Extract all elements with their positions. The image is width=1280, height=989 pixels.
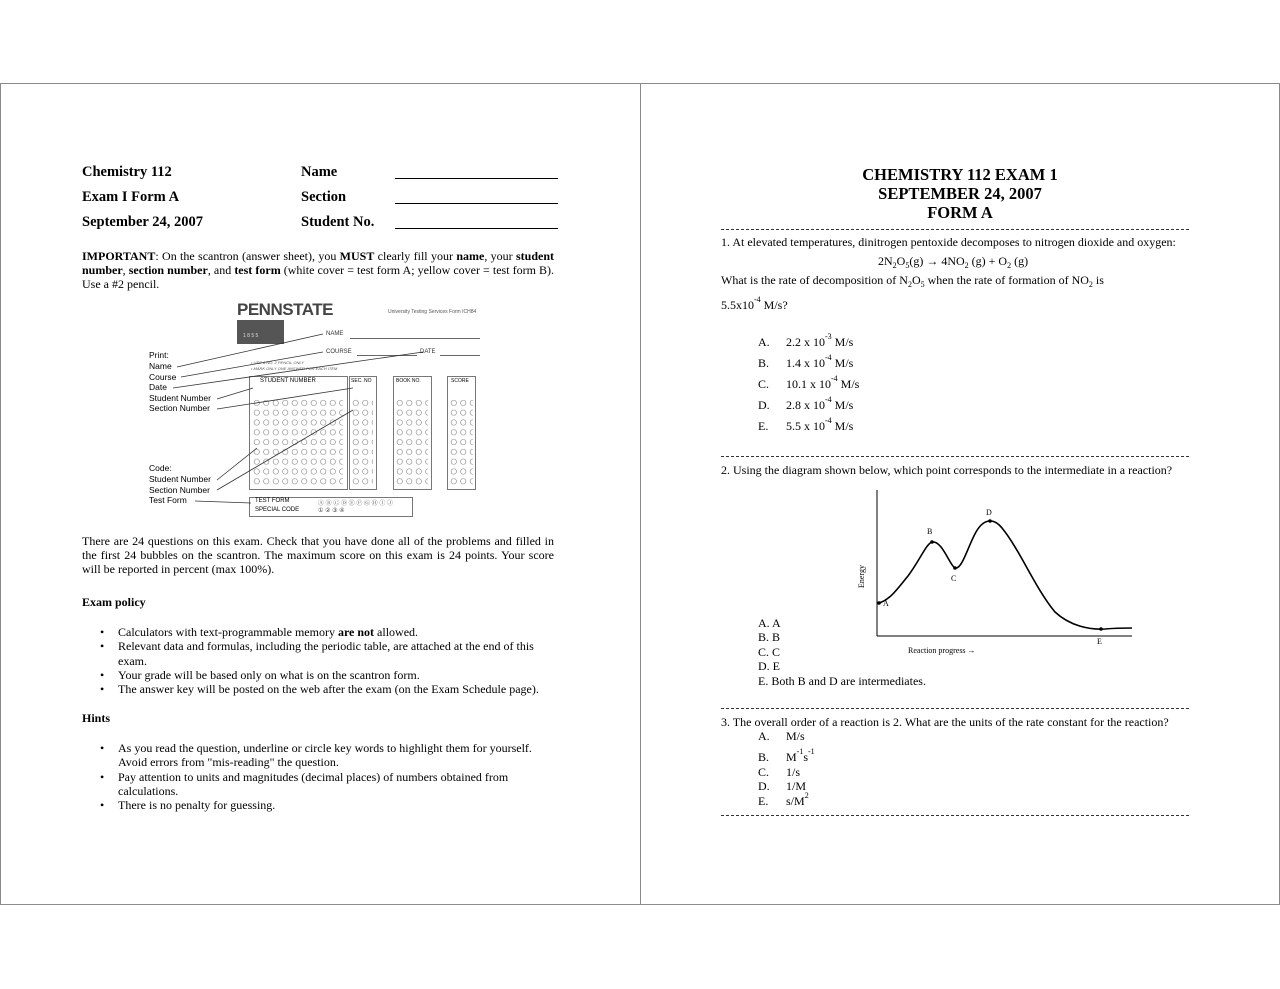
separator	[721, 708, 1189, 709]
form-id: University Testing Services Form ICH84	[388, 309, 477, 315]
policy-item: • Calculators with text-programmable memory are not allowed.	[82, 625, 552, 639]
student-no-field-line	[395, 228, 558, 229]
policy-item: • The answer key will be posted on the web after the exam (on the Exam Schedule page).	[82, 682, 552, 696]
q2-stem: 2. Using the diagram shown below, which point corresponds to the intermediate in a reaction?	[721, 463, 1173, 477]
q2-option[interactable]: E. Both B and D are intermediates.	[758, 674, 926, 688]
separator	[721, 456, 1189, 457]
university-seal: 1 8 5 5	[237, 320, 284, 344]
course-title: Chemistry 112	[82, 164, 172, 180]
scantron-illustration	[145, 300, 490, 520]
intro-paragraph: There are 24 questions on this exam. Check that you have done all of the problems and filled in the first 24 bubbles on the scantron. The maximum score on this exam is 24 points. Your score will be reported in percent (max 100%).	[82, 534, 554, 576]
name-field-label: NAME	[326, 331, 344, 337]
separator	[721, 229, 1189, 230]
q3-stem: 3. The overall order of a reaction is 2. What are the units of the rate constant for the reaction?	[721, 715, 1169, 729]
code-items: Student Number Section Number Test Form	[149, 474, 211, 506]
q1-option[interactable]: D. 2.8 x $10^{-4}$ M/s	[758, 395, 854, 412]
test-form-special-box: TEST FORM Ⓐ Ⓑ Ⓒ Ⓓ Ⓔ Ⓕ Ⓖ Ⓗ Ⓘ Ⓙ SPECIAL CODE ① ② ③ ④	[249, 497, 413, 517]
q3-option[interactable]: C. 1/s	[758, 765, 801, 779]
separator	[721, 815, 1189, 816]
policy-heading: Exam policy	[82, 595, 146, 609]
pencil-note: • USE A NO. 2 PENCIL ONLY	[251, 360, 304, 365]
score-box: SCORE	[447, 376, 476, 490]
name-field-line	[395, 178, 558, 179]
q3-option[interactable]: A. M/s	[758, 729, 805, 743]
q1-option[interactable]: B. 1.4 x $10^{-4}$ M/s	[758, 353, 854, 370]
exam-date: September 24, 2007	[82, 214, 203, 230]
pennstate-logo: PENNSTATE	[237, 300, 333, 319]
book-no-box: BOOK NO.	[393, 376, 432, 490]
q1-option[interactable]: A. 2.2 x $10^{-3}$ M/s	[758, 332, 854, 349]
q3-option[interactable]: B. $M^{-1}s^{-1}$	[758, 747, 815, 764]
q1-option[interactable]: E. 5.5 x $10^{-4}$ M/s	[758, 416, 854, 433]
policy-list	[82, 625, 552, 696]
y-axis-label: Energy	[857, 565, 866, 588]
exam-title: Exam I Form A	[82, 189, 180, 205]
code-label: Code:	[149, 463, 172, 473]
date-field-label: DATE	[420, 349, 436, 355]
policy-item: • Relevant data and formulas, including the periodic table, are attached at the end of this exam.	[82, 639, 552, 668]
energy-curve	[879, 521, 1132, 629]
exam-heading-line1: CHEMISTRY 112 EXAM 1	[862, 165, 1058, 184]
x-axis-label: Reaction progress →	[908, 646, 976, 655]
q3-option[interactable]: E. $s/M^2$	[758, 791, 809, 808]
policy-item: • Your grade will be based only on what is on the scantron form.	[82, 668, 552, 682]
q2-option[interactable]: C. C	[758, 645, 781, 659]
exam-heading-line2: SEPTEMBER 24, 2007	[878, 184, 1042, 203]
hint-item: • As you read the question, underline or circle key words to highlight them for yourself. Avoid errors from "mis-reading" the question.	[82, 741, 552, 770]
sec-no-box: SEC. NO	[349, 376, 377, 490]
point-a-dot	[877, 601, 881, 605]
name-label: Name	[301, 164, 338, 180]
q2-option[interactable]: D. E	[758, 659, 780, 673]
q2-option[interactable]: B. B	[758, 630, 781, 644]
q1-equation: $2N_2O_5(g) \to 4NO_2$ $(g) + O_2$ (g)	[878, 254, 1029, 270]
point-d-label: D	[986, 508, 992, 517]
energy-diagram	[850, 488, 1140, 658]
course-field-label: COURSE	[326, 349, 352, 355]
point-b-label: B	[927, 527, 933, 536]
q3-option[interactable]: D. 1/M	[758, 779, 807, 793]
hints-heading: Hints	[82, 711, 111, 725]
q2-option[interactable]: A. A	[758, 616, 781, 630]
point-e-dot	[1099, 627, 1103, 631]
mark-note: • MARK ONLY ONE ANSWER FOR EACH ITEM	[251, 366, 338, 371]
scantron-arrows	[145, 300, 490, 520]
point-d-dot	[988, 519, 992, 523]
print-items: Name Course Date Student Number Section Number	[149, 361, 211, 414]
exam-heading-line3: FORM A	[927, 203, 993, 222]
q1-question: What is the rate of decomposition of $N_2O_5$ when the rate of formation of $NO_2$ is	[721, 273, 1104, 289]
hint-item: • Pay attention to units and magnitudes (decimal places) of numbers obtained from calculations.	[82, 770, 552, 799]
important-note: IMPORTANT: On the scantron (answer sheet), you MUST clearly fill your name, your student number, section number, and test form (white cover = test form A; yellow cover = test form B). Use a #2 pencil.	[82, 249, 555, 291]
point-b-dot	[930, 540, 934, 544]
student-number-box: STUDENT NUMBER	[249, 376, 348, 490]
point-c-label: C	[951, 574, 957, 583]
q1-value: $5.5x10^{-4}$ M/s?	[721, 295, 788, 312]
q1-stem: 1. At elevated temperatures, dinitrogen pentoxide decomposes to nitrogen dioxide and oxygen:	[721, 235, 1176, 249]
point-e-label: E	[1097, 637, 1102, 646]
point-a-label: A	[883, 599, 889, 608]
hints-list	[82, 741, 552, 812]
print-label: Print:	[149, 350, 169, 360]
point-c-dot	[953, 566, 957, 570]
hint-item: • There is no penalty for guessing.	[82, 798, 552, 812]
section-field-line	[395, 203, 558, 204]
section-label: Section	[301, 189, 347, 205]
q1-option[interactable]: C. 10.1 x $10^{-4}$ M/s	[758, 374, 860, 391]
student-no-label: Student No.	[301, 214, 375, 230]
